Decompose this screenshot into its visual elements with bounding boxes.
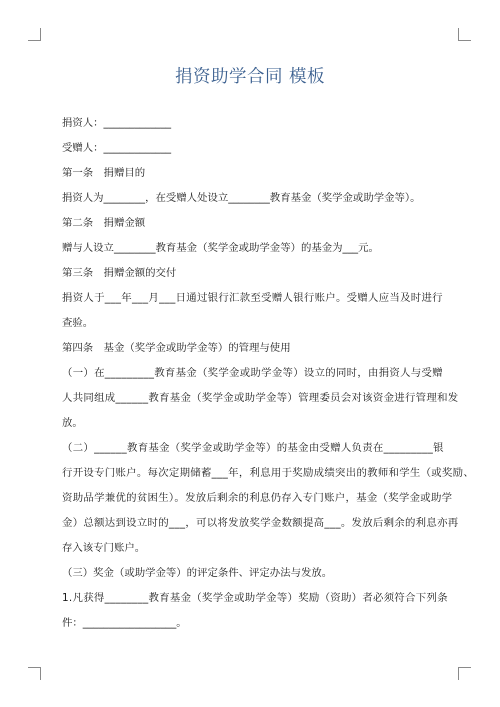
article-3-heading: 第三条 捐赠金额的交付 xyxy=(62,267,177,279)
article-4-clause-1: （一）在_________教育基金（奖学金或助学金等）设立的同时，由捐资人与受赠 xyxy=(62,367,443,379)
article-4-clause-2: （二）______教育基金（奖学金或助学金等）的基金由受赠人负责在_________银 xyxy=(62,442,444,454)
page-corner-mark xyxy=(28,28,41,41)
article-4-clause-2: 行开设专门账户。每次定期储蓄___年，利息用于奖励成绩突出的教师和学生（或奖励、 xyxy=(62,467,475,479)
article-1-heading: 第一条 捐赠目的 xyxy=(62,167,146,179)
article-4-clause-2: 存入该专门账户。 xyxy=(62,542,146,554)
article-4-clause-1: 放。 xyxy=(62,417,83,429)
page-corner-mark xyxy=(458,667,471,680)
recipient-line: 受赠人：_____________ xyxy=(62,142,172,154)
article-4-clause-2: 资助品学兼优的贫困生）。发放后剩余的利息仍存入专门账户，基金（奖学金或助学 xyxy=(62,492,453,504)
article-3-text: 查验。 xyxy=(62,317,94,329)
article-4-heading: 第四条 基金（奖学金或助学金等）的管理与使用 xyxy=(62,342,291,354)
article-2-text: 赠与人设立________教育基金（奖学金或助学金等）的基金为___元。 xyxy=(62,242,379,254)
donor-line: 捐资人：_____________ xyxy=(62,117,172,129)
article-4-clause-3-item-1: 件：__________________。 xyxy=(62,617,187,629)
article-4-clause-3-item-1: 1.凡获得________教育基金（奖学金或助学金等）奖励（资助）者必须符合下列条 xyxy=(62,592,448,604)
article-2-heading: 第二条 捐赠金额 xyxy=(62,217,146,229)
page-corner-mark xyxy=(28,667,41,680)
article-1-text: 捐资人为________，在受赠人处设立________教育基金（奖学金或助学金等）。 xyxy=(62,192,421,204)
article-4-clause-2: 金）总额达到设立时的___，可以将发放奖学金数额提高___。发放后剩余的利息亦再 xyxy=(62,517,459,529)
article-3-text: 捐资人于___年___月___日通过银行汇款至受赠人银行账户。受赠人应当及时进行 xyxy=(62,292,443,304)
article-4-clause-3: （三）奖金（或助学金等）的评定条件、评定办法与发放。 xyxy=(62,567,333,579)
article-4-clause-1: 人共同组成______教育基金（奖学金或助学金等）管理委员会对该资金进行管理和发 xyxy=(62,392,459,404)
document-title: 捐资助学合同 模板 xyxy=(174,67,326,87)
page-corner-mark xyxy=(458,28,471,41)
